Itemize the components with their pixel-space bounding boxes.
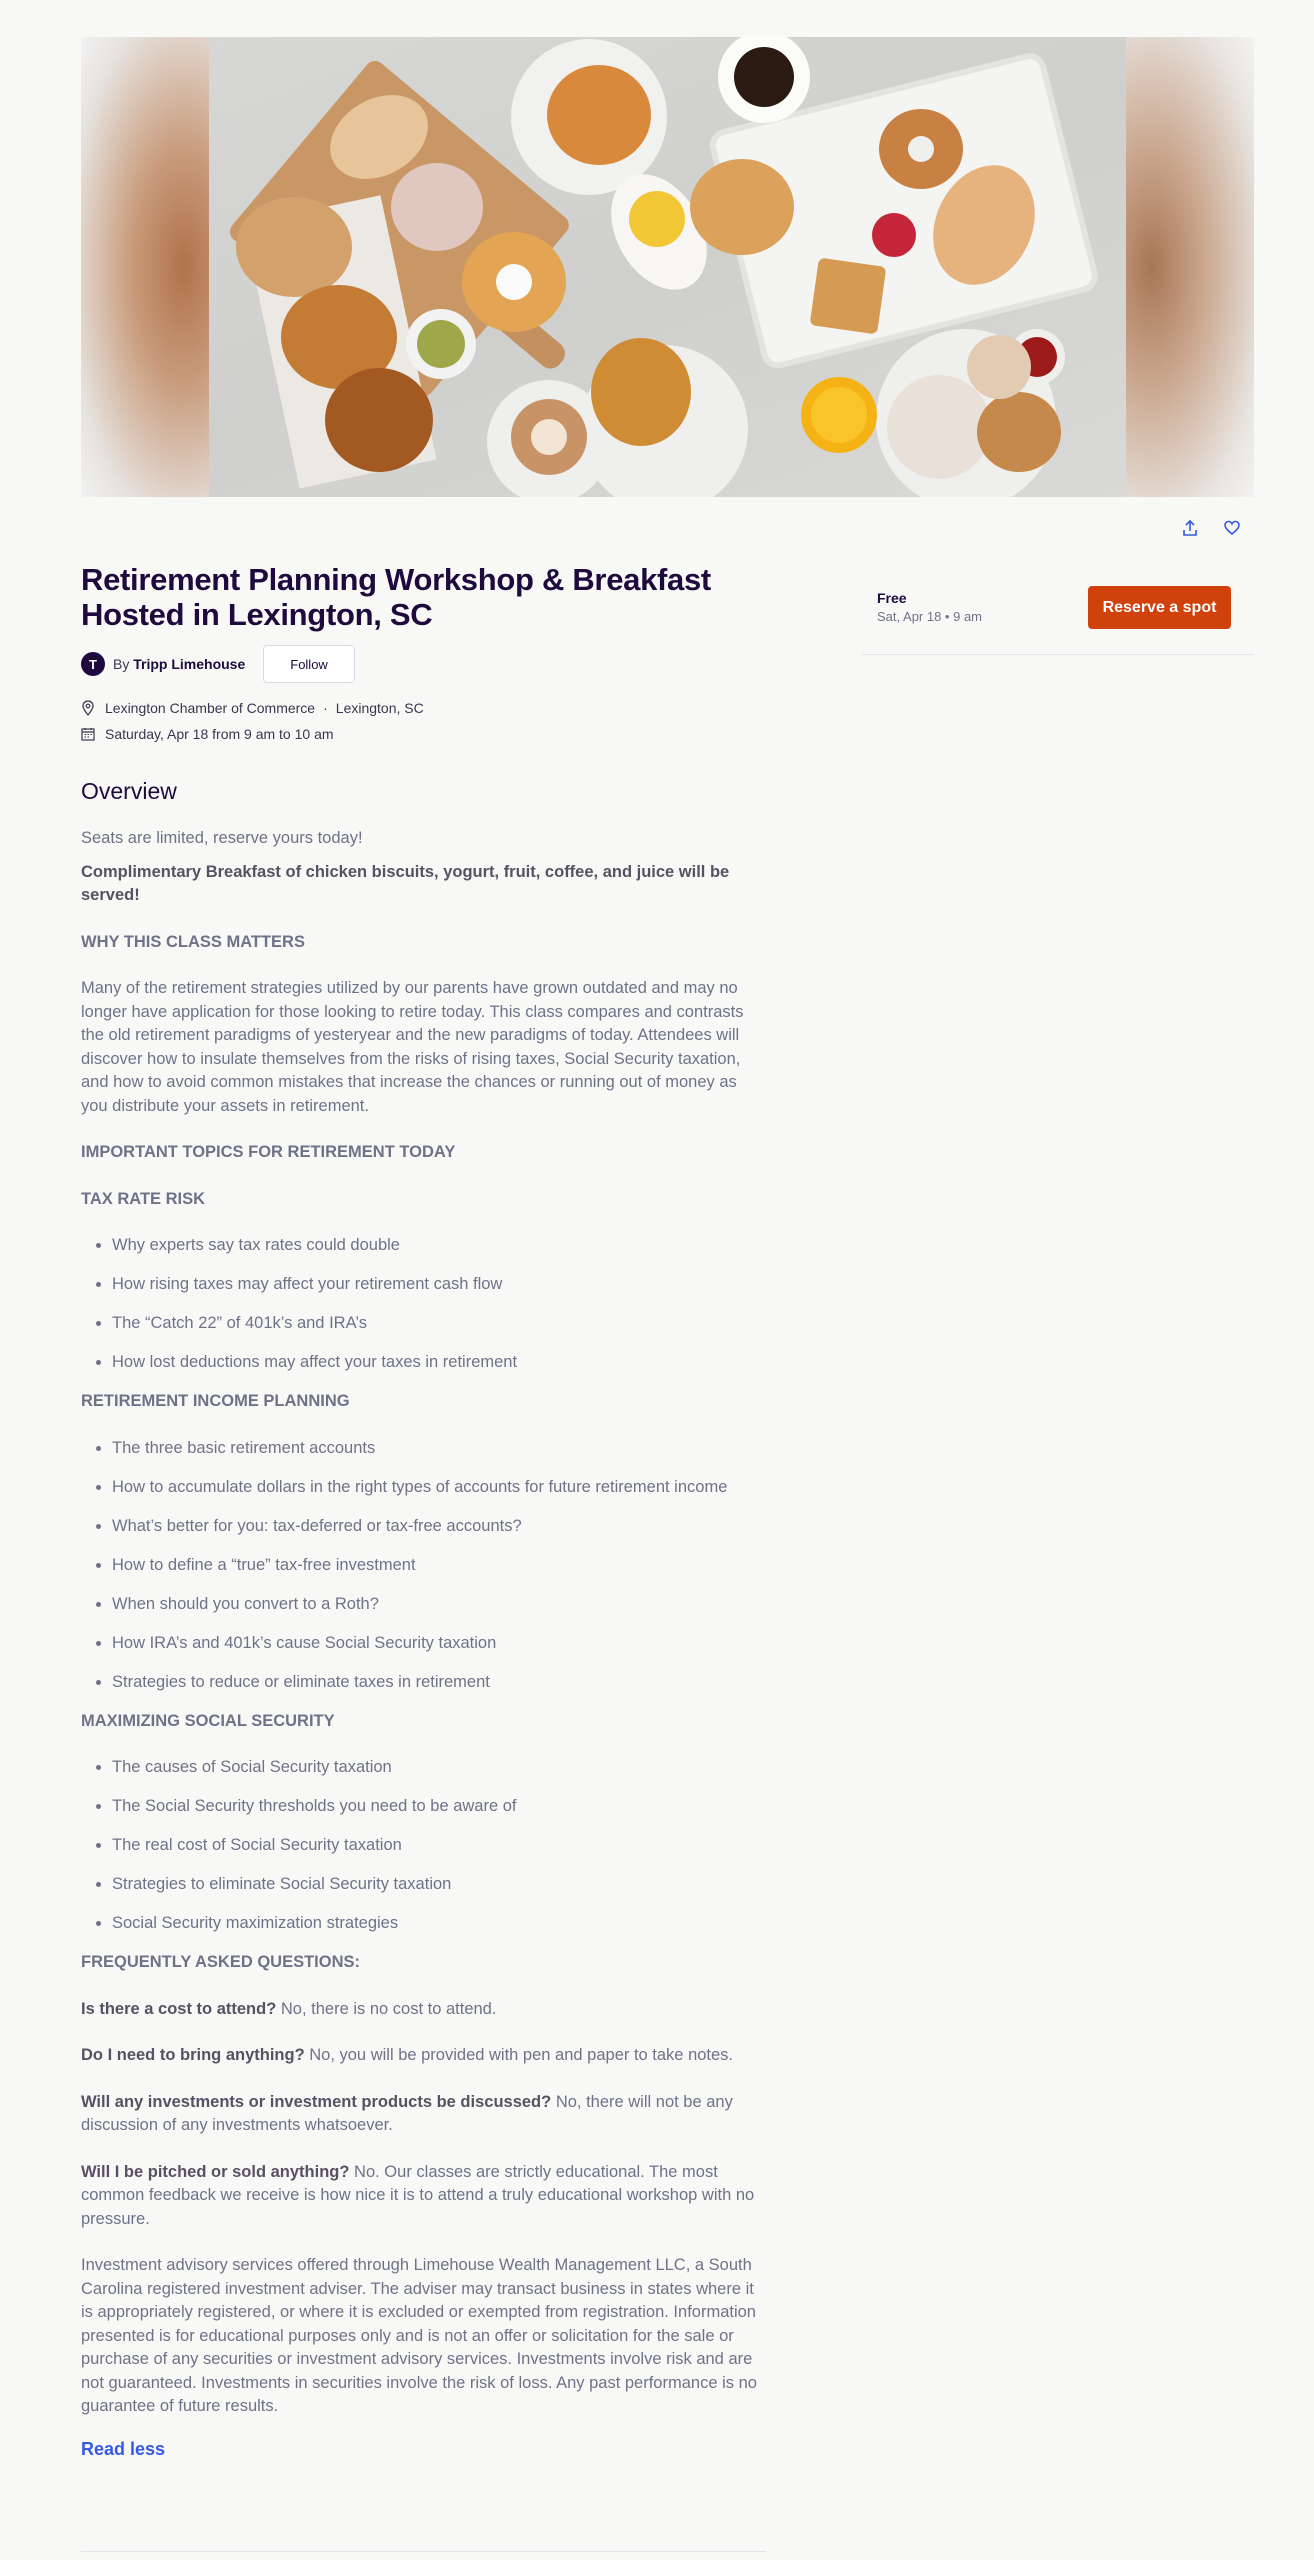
why-heading: WHY THIS CLASS MATTERS [81,932,305,951]
heart-icon[interactable] [1222,518,1242,538]
event-title: Retirement Planning Workshop & Breakfast Hosted in Lexington, SC [81,562,711,632]
list-item: • How to define a “true” tax-free investment [112,1554,766,1578]
list-item: • How rising taxes may affect your retirement cash flow [112,1273,766,1297]
event-actions [1180,518,1242,538]
follow-button[interactable]: Follow [263,645,355,683]
disclaimer-text: Investment advisory services offered through Limehouse Wealth Management LLC, a South Carolina registered investment adviser. The adviser may transact business in states where it is appropriately registered, or where it is excluded or exempted from registration. Information presented is for educational purposes only and is not an offer or solicitation for the sale or purchase of any securities or investment advisory services. Investments involve risk and are not guaranteed. Investments in securities involve the risk of loss. Any past performance is no guarantee of future results. [81,2256,757,2415]
venue-city: Lexington, SC [335,700,424,716]
read-less-link[interactable]: Read less [81,2438,166,2459]
ticket-card [862,570,1254,655]
list-item: • Social Security maximization strategies [112,1912,766,1936]
list-item: • The three basic retirement accounts [112,1437,766,1461]
overview-section [81,778,766,2460]
tax-list [81,1234,766,1375]
faq-heading: FREQUENTLY ASKED QUESTIONS: [81,1953,361,1971]
calendar-icon [81,727,97,741]
ticket-price: Free [877,590,907,606]
hero-image [81,37,1254,497]
section-divider [81,2551,766,2552]
location-pin-icon [81,700,97,716]
list-item: • The real cost of Social Security taxation [112,1834,766,1858]
why-text: Many of the retirement strategies utilized by our parents have grown outdated and may no longer have application for those looking to retire today. This class compares and contrasts the old retirement paradigms of yesteryear and the new paradigms of today. Attendees will discover how to insulate themselves from the risks of rising taxes, Social Security taxation, and how to avoid common mistakes that increase the chances or running out of money as you distribute your assets in retirement. [81,979,744,1115]
social-security-list [81,1756,766,1936]
income-heading: RETIREMENT INCOME PLANNING [81,1392,350,1410]
list-item: • Why experts say tax rates could double [112,1234,766,1258]
list-item: • What’s better for you: tax-deferred or tax-free accounts? [112,1515,766,1539]
intro-text: Seats are limited, reserve yours today! [81,829,363,847]
hero-blur-left [81,37,209,497]
hero-blur-right [1126,37,1254,497]
list-item: • How lost deductions may affect your taxes in retirement [112,1351,766,1375]
faq-item: Do I need to bring anything? No, you will be provided with pen and paper to take notes. [81,2046,734,2064]
ticket-date: Sat, Apr 18 • 9 am [877,609,982,624]
faq-item: Will I be pitched or sold anything? No. Our classes are strictly educational. The most common feedback we receive is how nice it is to attend a truly educational workshop with no pressure. [81,2162,755,2228]
organizer-name[interactable]: Tripp Limehouse [133,656,246,672]
list-item: • Strategies to eliminate Social Security taxation [112,1873,766,1897]
list-item: • The causes of Social Security taxation [112,1756,766,1780]
faq-item: Will any investments or investment products be discussed? No, there will not be any discussion of any investments whatsoever. [81,2092,733,2134]
event-datetime: Saturday, Apr 18 from 9 am to 10 am [105,726,334,742]
list-item: • How to accumulate dollars in the right types of accounts for future retirement income [112,1476,766,1500]
share-icon[interactable] [1180,518,1200,538]
faq-item: Is there a cost to attend? No, there is no cost to attend. [81,1999,497,2018]
pastry-breakfast-photo [209,37,1126,497]
list-item: • Strategies to reduce or eliminate taxes in retirement [112,1671,766,1695]
list-item: • When should you convert to a Roth? [112,1593,766,1617]
income-list [81,1437,766,1695]
overview-heading: Overview [81,778,177,804]
location-row: Lexington Chamber of Commerce · Lexington, SC [81,700,424,716]
list-item: • The Social Security thresholds you need to be aware of [112,1795,766,1819]
organizer-row [81,645,355,683]
venue-name: Lexington Chamber of Commerce [105,700,316,716]
organizer-avatar: T [81,652,105,676]
topics-heading: IMPORTANT TOPICS FOR RETIREMENT TODAY [81,1143,456,1161]
tax-heading: TAX RATE RISK [81,1189,206,1208]
organizer-byline [113,656,245,672]
reserve-spot-button[interactable]: Reserve a spot [1088,586,1231,629]
breakfast-text: Complimentary Breakfast of chicken biscuits, yogurt, fruit, coffee, and juice will be served! [81,862,730,904]
by-prefix: By [113,656,130,672]
list-item: • The “Catch 22” of 401k’s and IRA’s [112,1312,766,1336]
datetime-row [81,726,334,742]
list-item: • How IRA’s and 401k’s cause Social Security taxation [112,1632,766,1656]
social-security-heading: MAXIMIZING SOCIAL SECURITY [81,1711,335,1730]
